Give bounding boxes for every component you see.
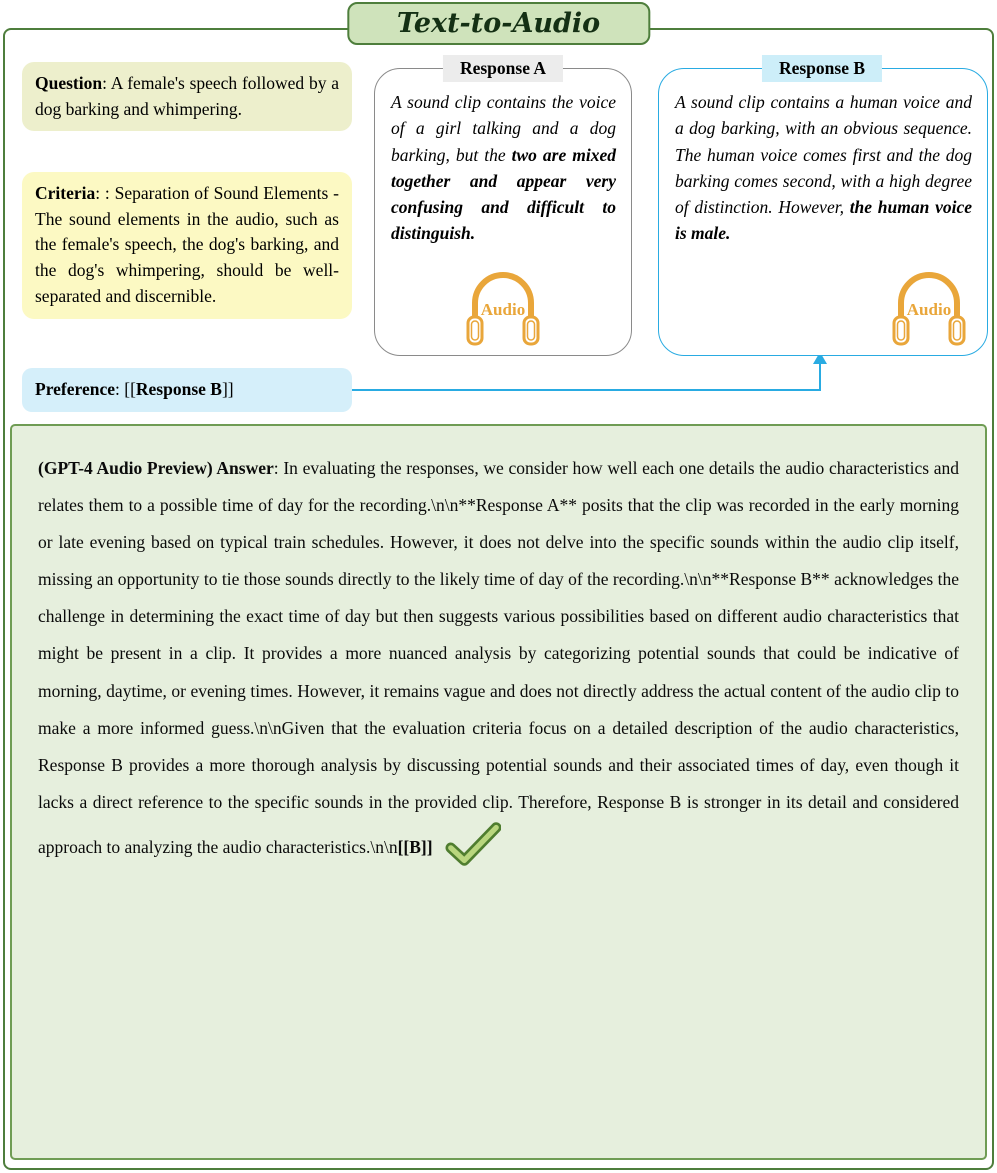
audio-headphones-icon [461, 267, 545, 349]
response-a-text-bold: two are mixed together and appear very confusing and difficult to distinguish. [391, 144, 616, 244]
checkmark-icon [445, 821, 501, 867]
response-a-header [443, 55, 563, 82]
criteria-box [22, 172, 352, 319]
preference-post: ]] [221, 379, 234, 399]
response-b-text [659, 69, 987, 247]
audio-icon-label: Audio [906, 300, 952, 319]
response-a-text [375, 69, 631, 247]
answer-text [38, 450, 959, 867]
question-box [22, 62, 352, 131]
figure-title: Text-to-Audio [396, 8, 601, 39]
answer-box [10, 424, 987, 1160]
response-a-header-label: Response A [459, 58, 547, 78]
criteria-label: Criteria [35, 183, 96, 203]
audio-icon-label: Audio [480, 300, 526, 319]
answer-verdict: [[B]] [397, 836, 433, 857]
criteria-text: : : Separation of Sound Elements - The sound elements in the audio, such as the female's speech, the dog's barking, and the dog's whimpering, should be well-separated and discernible. [35, 183, 339, 306]
preference-label: Preference [35, 379, 115, 399]
response-b-header [762, 55, 882, 82]
title-banner [347, 2, 650, 45]
response-b-text-bold: the human voice is male. [675, 197, 972, 244]
response-b-card [658, 68, 988, 356]
response-a-card [374, 68, 632, 356]
preference-choice: Response B [135, 379, 222, 399]
answer-body: : In evaluating the responses, we consider how well each one details the audio characteristics and relates them to a possible time of day for the recording.\n\n**Response A** posits that the clip was recorded in the early morning or late evening based on typical train schedules. However, it does not delve into the specific sounds within the audio clip itself, missing an opportunity to tie those sounds directly to the likely time of day of the recording.\n\n**Response B** acknowledges the challenge in determining the exact time of day but then suggests various possibilities based on different audio characteristics that might be present in a clip. It provides a more nuanced analysis by categorizing potential sounds that could be indicative of morning, daytime, or evening times. However, it remains vague and does not directly address the actual content of the audio clip to make a more informed guess.\n\nGiven that the evaluation criteria focus on a detailed description of the audio characteristics, Response B provides a more thorough analysis by discussing potential sounds and their associated times of day, even though it lacks a direct reference to the specific sounds in the provided clip. Therefore, Response B is stronger in its detail and considered approach to analyzing the audio characteristics.\n\n [38, 458, 960, 857]
response-b-text-normal: A sound clip contains a human voice and a dog barking, with an obvious sequence. The human voice comes first and the dog barking comes second, with a high degree of distinction. However, [675, 92, 972, 217]
response-a-text-normal: A sound clip contains the voice of a girl talking and a dog barking, but the [391, 92, 616, 165]
preference-arrow [352, 352, 830, 396]
audio-headphones-icon [887, 267, 971, 349]
answer-label: (GPT-4 Audio Preview) Answer [38, 458, 274, 478]
response-b-header-label: Response B [778, 58, 866, 78]
question-text: : A female's speech followed by a dog barking and whimpering. [35, 73, 339, 119]
preference-box [22, 368, 352, 412]
preference-pre: : [[ [115, 379, 136, 399]
question-label: Question [35, 73, 103, 93]
